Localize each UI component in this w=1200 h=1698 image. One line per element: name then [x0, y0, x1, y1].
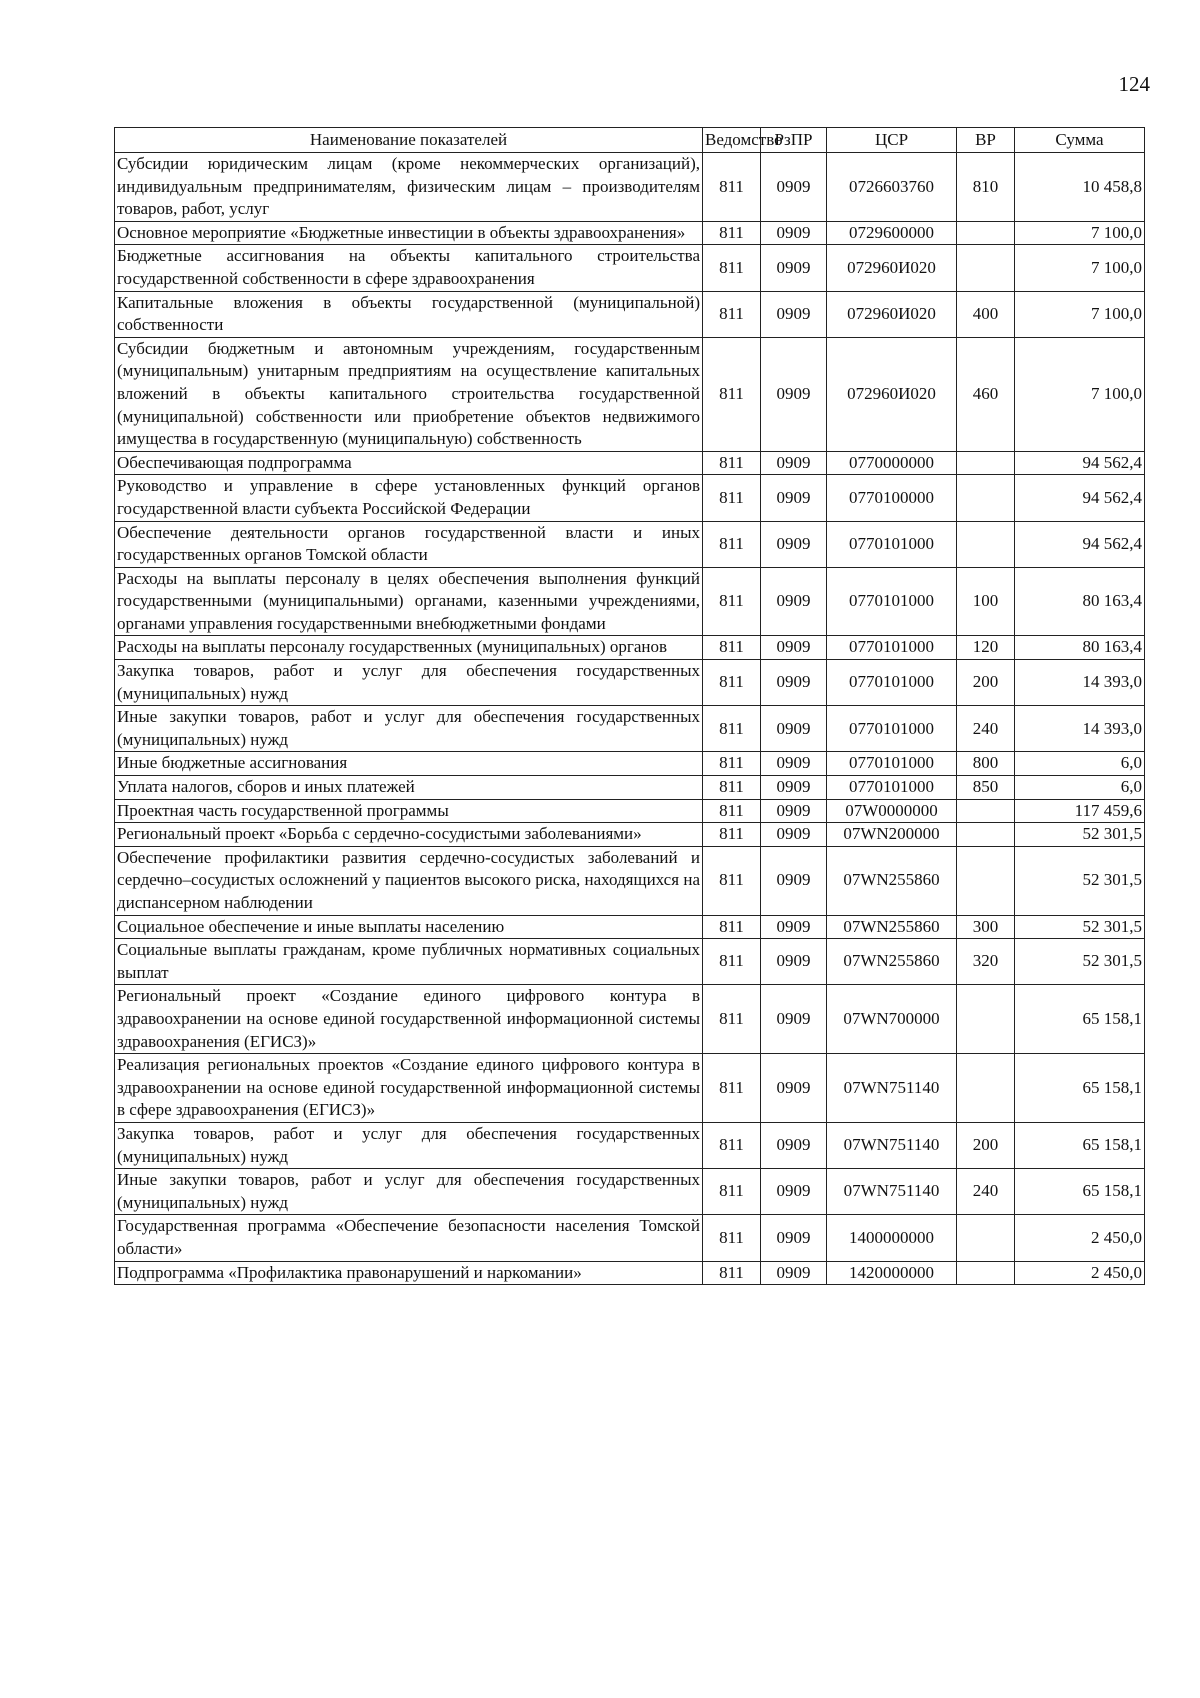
- cell-sum: 6,0: [1015, 752, 1145, 776]
- cell-csr: 07WN255860: [827, 915, 957, 939]
- cell-sum: 7 100,0: [1015, 337, 1145, 451]
- cell-rzpr: 0909: [761, 636, 827, 660]
- cell-ved: 811: [703, 636, 761, 660]
- cell-sum: 52 301,5: [1015, 823, 1145, 847]
- cell-sum: 52 301,5: [1015, 939, 1145, 985]
- cell-sum: 10 458,8: [1015, 153, 1145, 222]
- table-row: [115, 752, 1145, 776]
- table-row: [115, 521, 1145, 567]
- cell-rzpr: 0909: [761, 776, 827, 800]
- table-row: [115, 985, 1145, 1054]
- cell-ved: 811: [703, 823, 761, 847]
- table-row: [115, 915, 1145, 939]
- table-row: [115, 153, 1145, 222]
- cell-sum: 94 562,4: [1015, 521, 1145, 567]
- cell-name: Подпрограмма «Профилактика правонарушений и наркомании»: [115, 1261, 703, 1285]
- cell-name: Иные закупки товаров, работ и услуг для обеспечения государственных (муниципальных) нужд: [115, 1169, 703, 1215]
- table-header-row: [115, 128, 1145, 153]
- cell-vr: [957, 1054, 1015, 1123]
- cell-vr: [957, 451, 1015, 475]
- cell-vr: [957, 799, 1015, 823]
- cell-csr: 0770101000: [827, 706, 957, 752]
- cell-sum: 80 163,4: [1015, 567, 1145, 636]
- cell-name: Социальные выплаты гражданам, кроме публичных нормативных социальных выплат: [115, 939, 703, 985]
- cell-ved: 811: [703, 660, 761, 706]
- cell-sum: 52 301,5: [1015, 915, 1145, 939]
- cell-csr: 07WN255860: [827, 939, 957, 985]
- cell-sum: 2 450,0: [1015, 1215, 1145, 1261]
- table-row: [115, 799, 1145, 823]
- cell-ved: 811: [703, 451, 761, 475]
- table-row: [115, 706, 1145, 752]
- cell-csr: 0770101000: [827, 636, 957, 660]
- table-row: [115, 1054, 1145, 1123]
- cell-name: Бюджетные ассигнования на объекты капитального строительства государственной собственности в сфере здравоохранения: [115, 245, 703, 291]
- table-row: [115, 823, 1145, 847]
- cell-csr: 07W0000000: [827, 799, 957, 823]
- page-number: 124: [1118, 72, 1150, 96]
- cell-vr: [957, 521, 1015, 567]
- cell-sum: 117 459,6: [1015, 799, 1145, 823]
- header-sum: Сумма: [1015, 128, 1145, 153]
- table-row: [115, 245, 1145, 291]
- cell-rzpr: 0909: [761, 1261, 827, 1285]
- cell-rzpr: 0909: [761, 915, 827, 939]
- cell-sum: 94 562,4: [1015, 475, 1145, 521]
- table-row: [115, 1169, 1145, 1215]
- cell-vr: 100: [957, 567, 1015, 636]
- cell-vr: 400: [957, 291, 1015, 337]
- cell-vr: 200: [957, 660, 1015, 706]
- cell-sum: 6,0: [1015, 776, 1145, 800]
- cell-name: Государственная программа «Обеспечение безопасности населения Томской области»: [115, 1215, 703, 1261]
- cell-csr: 07WN200000: [827, 823, 957, 847]
- table-row: [115, 1261, 1145, 1285]
- cell-csr: 0770100000: [827, 475, 957, 521]
- cell-rzpr: 0909: [761, 521, 827, 567]
- header-name: Наименование показателей: [115, 128, 703, 153]
- cell-name: Региональный проект «Борьба с сердечно-сосудистыми заболеваниями»: [115, 823, 703, 847]
- cell-vr: 300: [957, 915, 1015, 939]
- cell-name: Иные бюджетные ассигнования: [115, 752, 703, 776]
- cell-csr: 07WN255860: [827, 846, 957, 915]
- table-row: [115, 1215, 1145, 1261]
- budget-table: [114, 127, 1145, 1285]
- table-row: [115, 636, 1145, 660]
- cell-csr: 0729600000: [827, 221, 957, 245]
- cell-vr: 200: [957, 1122, 1015, 1168]
- cell-ved: 811: [703, 706, 761, 752]
- cell-ved: 811: [703, 475, 761, 521]
- cell-sum: 7 100,0: [1015, 291, 1145, 337]
- cell-vr: [957, 823, 1015, 847]
- header-csr: ЦСР: [827, 128, 957, 153]
- cell-sum: 2 450,0: [1015, 1261, 1145, 1285]
- cell-name: Закупка товаров, работ и услуг для обеспечения государственных (муниципальных) нужд: [115, 1122, 703, 1168]
- cell-ved: 811: [703, 985, 761, 1054]
- cell-name: Обеспечение деятельности органов государственной власти и иных государственных органов Томской области: [115, 521, 703, 567]
- table-row: [115, 567, 1145, 636]
- cell-vr: 850: [957, 776, 1015, 800]
- cell-ved: 811: [703, 939, 761, 985]
- table-row: [115, 337, 1145, 451]
- cell-rzpr: 0909: [761, 1169, 827, 1215]
- cell-ved: 811: [703, 521, 761, 567]
- table-row: [115, 291, 1145, 337]
- cell-ved: 811: [703, 1169, 761, 1215]
- cell-rzpr: 0909: [761, 846, 827, 915]
- header-ved: Ведомство: [703, 128, 761, 153]
- cell-name: Обеспечение профилактики развития сердечно-сосудистых заболеваний и сердечно–сосудистых осложнений у пациентов высокого риска, находящихся на диспансерном наблюдении: [115, 846, 703, 915]
- cell-name: Основное мероприятие «Бюджетные инвестиции в объекты здравоохранения»: [115, 221, 703, 245]
- cell-rzpr: 0909: [761, 153, 827, 222]
- cell-csr: 07WN751140: [827, 1054, 957, 1123]
- cell-sum: 14 393,0: [1015, 660, 1145, 706]
- cell-ved: 811: [703, 776, 761, 800]
- cell-vr: 240: [957, 706, 1015, 752]
- cell-rzpr: 0909: [761, 245, 827, 291]
- cell-name: Субсидии юридическим лицам (кроме некоммерческих организаций), индивидуальным предпринимателям, физическим лицам – производителям товаров, работ, услуг: [115, 153, 703, 222]
- cell-ved: 811: [703, 221, 761, 245]
- cell-vr: [957, 846, 1015, 915]
- cell-rzpr: 0909: [761, 660, 827, 706]
- cell-ved: 811: [703, 846, 761, 915]
- cell-sum: 65 158,1: [1015, 985, 1145, 1054]
- cell-csr: 07WN700000: [827, 985, 957, 1054]
- table-row: [115, 660, 1145, 706]
- cell-name: Проектная часть государственной программы: [115, 799, 703, 823]
- cell-sum: 14 393,0: [1015, 706, 1145, 752]
- cell-ved: 811: [703, 291, 761, 337]
- cell-sum: 94 562,4: [1015, 451, 1145, 475]
- cell-sum: 7 100,0: [1015, 245, 1145, 291]
- cell-csr: 072960И020: [827, 337, 957, 451]
- cell-vr: 240: [957, 1169, 1015, 1215]
- cell-csr: 0770101000: [827, 752, 957, 776]
- cell-rzpr: 0909: [761, 1054, 827, 1123]
- header-rzpr: РзПР: [761, 128, 827, 153]
- cell-csr: 0770101000: [827, 776, 957, 800]
- cell-name: Социальное обеспечение и иные выплаты населению: [115, 915, 703, 939]
- cell-ved: 811: [703, 752, 761, 776]
- cell-sum: 7 100,0: [1015, 221, 1145, 245]
- cell-rzpr: 0909: [761, 451, 827, 475]
- cell-csr: 07WN751140: [827, 1169, 957, 1215]
- cell-vr: 800: [957, 752, 1015, 776]
- cell-csr: 0726603760: [827, 153, 957, 222]
- header-vr: ВР: [957, 128, 1015, 153]
- cell-ved: 811: [703, 1122, 761, 1168]
- cell-csr: 1420000000: [827, 1261, 957, 1285]
- cell-name: Расходы на выплаты персоналу в целях обеспечения выполнения функций государственными (муниципальными) органами, казенными учреждениями, органами управления государственными внебюджетными фондами: [115, 567, 703, 636]
- cell-vr: [957, 245, 1015, 291]
- table-row: [115, 221, 1145, 245]
- cell-csr: 1400000000: [827, 1215, 957, 1261]
- cell-rzpr: 0909: [761, 985, 827, 1054]
- cell-vr: 460: [957, 337, 1015, 451]
- cell-sum: 65 158,1: [1015, 1169, 1145, 1215]
- cell-rzpr: 0909: [761, 939, 827, 985]
- cell-sum: 52 301,5: [1015, 846, 1145, 915]
- cell-vr: [957, 1261, 1015, 1285]
- cell-ved: 811: [703, 799, 761, 823]
- cell-sum: 80 163,4: [1015, 636, 1145, 660]
- cell-ved: 811: [703, 153, 761, 222]
- table-row: [115, 451, 1145, 475]
- cell-name: Обеспечивающая подпрограмма: [115, 451, 703, 475]
- cell-csr: 0770101000: [827, 521, 957, 567]
- cell-name: Региональный проект «Создание единого цифрового контура в здравоохранении на основе единой государственной информационной системы здравоохранения (ЕГИСЗ)»: [115, 985, 703, 1054]
- cell-rzpr: 0909: [761, 752, 827, 776]
- cell-rzpr: 0909: [761, 1122, 827, 1168]
- cell-name: Руководство и управление в сфере установленных функций органов государственной власти субъекта Российской Федерации: [115, 475, 703, 521]
- cell-csr: 07WN751140: [827, 1122, 957, 1168]
- cell-vr: [957, 985, 1015, 1054]
- cell-sum: 65 158,1: [1015, 1122, 1145, 1168]
- cell-rzpr: 0909: [761, 823, 827, 847]
- cell-ved: 811: [703, 337, 761, 451]
- table-row: [115, 776, 1145, 800]
- cell-name: Расходы на выплаты персоналу государственных (муниципальных) органов: [115, 636, 703, 660]
- cell-rzpr: 0909: [761, 706, 827, 752]
- cell-ved: 811: [703, 245, 761, 291]
- table-row: [115, 939, 1145, 985]
- cell-name: Иные закупки товаров, работ и услуг для обеспечения государственных (муниципальных) нужд: [115, 706, 703, 752]
- table-row: [115, 846, 1145, 915]
- cell-rzpr: 0909: [761, 567, 827, 636]
- cell-csr: 0770101000: [827, 660, 957, 706]
- cell-csr: 072960И020: [827, 291, 957, 337]
- cell-rzpr: 0909: [761, 1215, 827, 1261]
- cell-name: Реализация региональных проектов «Создание единого цифрового контура в здравоохранении на основе единой государственной информационной системы в сфере здравоохранения (ЕГИСЗ)»: [115, 1054, 703, 1123]
- cell-rzpr: 0909: [761, 291, 827, 337]
- cell-name: Закупка товаров, работ и услуг для обеспечения государственных (муниципальных) нужд: [115, 660, 703, 706]
- cell-vr: [957, 1215, 1015, 1261]
- cell-name: Капитальные вложения в объекты государственной (муниципальной) собственности: [115, 291, 703, 337]
- table-row: [115, 475, 1145, 521]
- cell-csr: 072960И020: [827, 245, 957, 291]
- cell-csr: 0770101000: [827, 567, 957, 636]
- cell-ved: 811: [703, 1261, 761, 1285]
- cell-ved: 811: [703, 567, 761, 636]
- cell-rzpr: 0909: [761, 337, 827, 451]
- cell-ved: 811: [703, 915, 761, 939]
- cell-csr: 0770000000: [827, 451, 957, 475]
- cell-sum: 65 158,1: [1015, 1054, 1145, 1123]
- cell-vr: 320: [957, 939, 1015, 985]
- cell-vr: [957, 475, 1015, 521]
- cell-name: Субсидии бюджетным и автономным учреждениям, государственным (муниципальным) унитарным предприятиям на осуществление капитальных вложений в объекты капитального строительства государственной (муниципальной) собственности или приобретение объектов недвижимого имущества в государственную (муниципальную) собственность: [115, 337, 703, 451]
- cell-vr: 810: [957, 153, 1015, 222]
- cell-name: Уплата налогов, сборов и иных платежей: [115, 776, 703, 800]
- cell-vr: [957, 221, 1015, 245]
- cell-vr: 120: [957, 636, 1015, 660]
- cell-ved: 811: [703, 1215, 761, 1261]
- cell-ved: 811: [703, 1054, 761, 1123]
- cell-rzpr: 0909: [761, 799, 827, 823]
- table-row: [115, 1122, 1145, 1168]
- cell-rzpr: 0909: [761, 475, 827, 521]
- cell-rzpr: 0909: [761, 221, 827, 245]
